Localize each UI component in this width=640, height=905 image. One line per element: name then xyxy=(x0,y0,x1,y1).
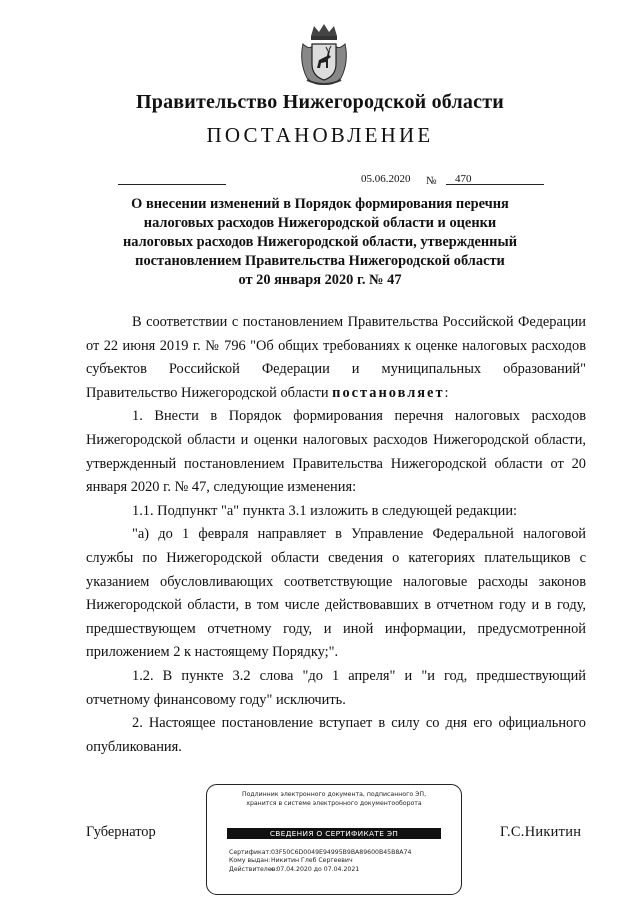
issued-value: Никитин Глеб Сергеевич xyxy=(270,857,353,865)
coat-of-arms-icon xyxy=(297,22,351,88)
heading-line: О внесении изменений в Порядок формирования перечня xyxy=(131,196,509,212)
document-heading xyxy=(100,195,540,290)
heading-line: налоговых расходов Нижегородской области и оценки xyxy=(143,215,497,231)
stamp-details xyxy=(229,849,411,874)
paragraph-1-2: 1.2. В пункте 3.2 слова "до 1 апреля" и "и год, предшествующий отчетному финансовому году" исключить. xyxy=(86,667,586,708)
date-number-line xyxy=(0,173,640,187)
valid-label: Действителен: xyxy=(229,865,278,873)
stamp-issued-row xyxy=(229,857,411,865)
stamp-note-line: хранится в системе электронного документооборота xyxy=(246,799,422,807)
stamp-note xyxy=(207,791,461,808)
document-number: 470 xyxy=(455,173,472,185)
document-date: 05.06.2020 xyxy=(361,173,411,185)
cert-label: Сертификат: xyxy=(229,849,272,856)
heading-line: постановлением Правительства Нижегородской области xyxy=(135,253,505,269)
document-type: ПОСТАНОВЛЕНИЕ xyxy=(206,123,434,147)
heading-line: налоговых расходов Нижегородской области, утвержденный xyxy=(122,234,517,250)
cert-value: 03F50C6D0049E94995B9BA89600B45B8A74 xyxy=(270,849,412,856)
preamble-text: В соответствии с постановлением Правительства Российской Федерации от 22 июня 2019 г. № 796 "Об общих требованиях к оценке налоговых расходов субъектов Российской Федерации и муниципальных образований" Правительство Нижегородской области xyxy=(86,314,586,401)
government-title: Правительство Нижегородской области xyxy=(136,91,504,113)
preamble-keyword: постановляет xyxy=(332,384,445,401)
heading-line: от 20 января 2020 г. № 47 xyxy=(238,272,402,288)
preamble-tail: : xyxy=(444,384,449,401)
paragraph-2: 2. Настоящее постановление вступает в силу со дня его официального опубликования. xyxy=(86,715,586,755)
document-body xyxy=(86,311,586,759)
blank-underline xyxy=(118,184,226,185)
stamp-note-line: Подлинник электронного документа, подписанного ЭП, xyxy=(241,791,427,798)
paragraph-1-1: 1.1. Подпункт "а" пункта 3.1 изложить в следующей редакции: xyxy=(132,502,518,519)
signatory-name: Г.С.Никитин xyxy=(500,824,582,840)
e-signature-stamp xyxy=(206,784,462,895)
signatory-position: Губернатор xyxy=(86,824,156,840)
valid-value: с 07.04.2020 до 07.04.2021 xyxy=(270,865,360,873)
issued-label: Кому выдан: xyxy=(229,857,271,865)
number-sign: № xyxy=(426,175,437,187)
paragraph-quote: "а) до 1 февраля направляет в Управление Федеральной налоговой службы по Нижегородской области сведения о категориях плательщиков с указанием обусловливающих соответствующие налоговые расходы законов Нижегородской области, в том числе действовавших в отчетном году и в году, предшествующем отчетному году, и иной информации, предусмотренной приложением 2 к настоящему Порядку;". xyxy=(86,526,586,661)
stamp-title: СВЕДЕНИЯ О СЕРТИФИКАТЕ ЭП xyxy=(227,828,441,839)
stamp-valid-row xyxy=(229,866,411,874)
paragraph-preamble xyxy=(86,311,586,405)
paragraph-1: 1. Внести в Порядок формирования перечня налоговых расходов Нижегородской области и оценки налоговых расходов Нижегородской области, утвержденный постановлением Правительства Нижегородской области от 20 января 2020 г. № 47, следующие изменения: xyxy=(86,408,586,496)
number-underline xyxy=(446,184,544,185)
